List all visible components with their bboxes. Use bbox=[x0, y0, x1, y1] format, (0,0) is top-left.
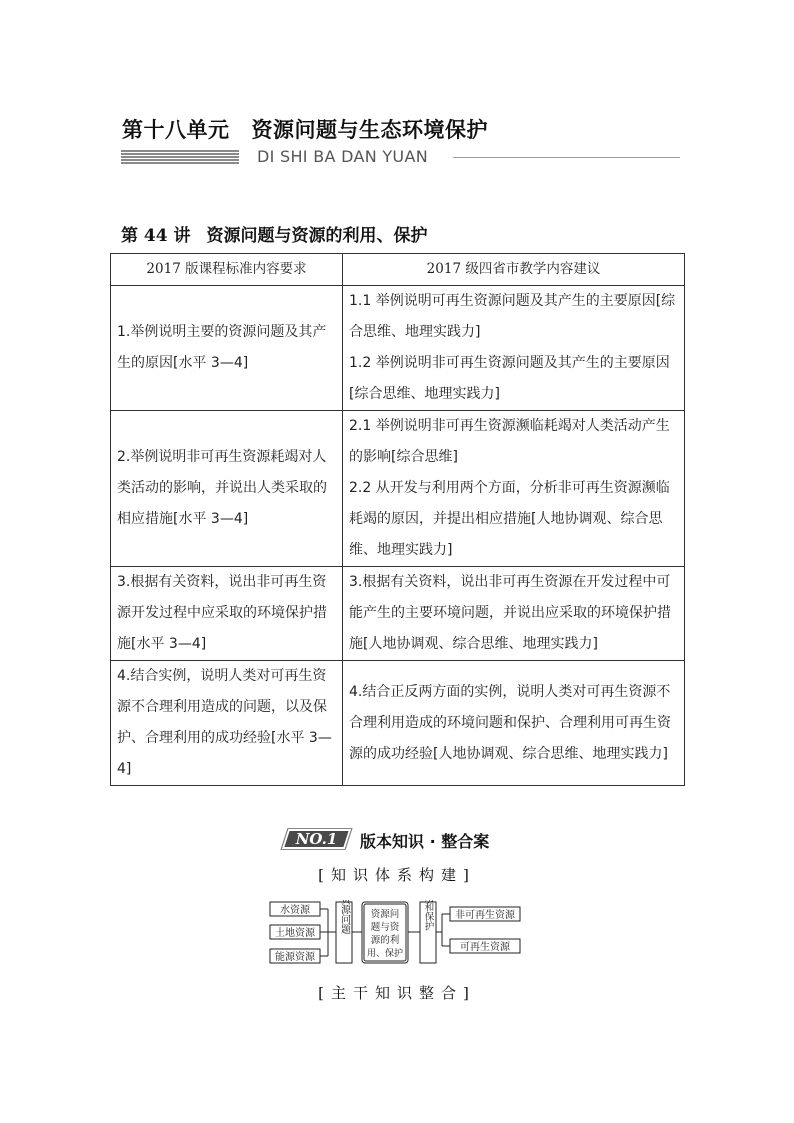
table-cell-standard bbox=[111, 411, 343, 567]
suggestion-text: 2.1 举例说明非可再生资源濒临耗竭对人类活动产生的影响[综合思维] bbox=[349, 418, 670, 465]
table-cell-standard bbox=[111, 661, 343, 786]
diagram-output-label: 可再生资源 bbox=[460, 942, 510, 953]
suggestion-text: 1.1 举例说明可再生资源问题及其产生的主要原因[综合思维、地理实践力] bbox=[349, 293, 676, 340]
suggestion-text: 2.2 从开发与利用两个方面，分析非可再生资源濒临耗竭的原因，并提出相应措施[人地协调观、综合思维、地理实践力] bbox=[349, 480, 670, 558]
lecture-name: 资源问题与资源的利用、保护 bbox=[206, 226, 428, 246]
lecture-number: 第 44 讲 bbox=[121, 226, 191, 246]
table-row bbox=[111, 661, 685, 786]
table-cell-suggestion bbox=[343, 567, 685, 661]
diagram-center-line: 源的利 bbox=[370, 935, 400, 946]
diagram-connector bbox=[320, 909, 336, 956]
table-cell-suggestion bbox=[343, 661, 685, 786]
unit-title bbox=[122, 114, 488, 144]
knowledge-diagram bbox=[268, 900, 524, 968]
section-title: 版本知识 · 整合案 bbox=[360, 832, 490, 851]
subheading-main-knowledge: [主干知识整合] bbox=[318, 984, 476, 1002]
subheading-knowledge-system: [知识体系构建] bbox=[318, 866, 476, 884]
section-badge bbox=[284, 828, 349, 850]
diagram-input-label: 能源资源 bbox=[275, 952, 315, 963]
diagram-problem-label: 资源问题 bbox=[338, 900, 350, 934]
table-row bbox=[111, 286, 685, 411]
table-header-cell: 2017 版课程标准内容要求 bbox=[111, 254, 343, 286]
diagram-action-label: 利用和保护 bbox=[422, 900, 434, 931]
unit-name: 资源问题与生态环境保护 bbox=[251, 117, 488, 142]
table-cell-standard bbox=[111, 286, 343, 411]
diagram-input-label: 水资源 bbox=[280, 905, 310, 916]
table-header-cell: 2017 级四省市教学内容建议 bbox=[343, 254, 685, 286]
diagram-connector bbox=[436, 914, 450, 946]
table-cell-suggestion bbox=[343, 286, 685, 411]
diagram-center-line: 资源问 bbox=[370, 909, 400, 920]
section-badge-label: NO.1 bbox=[295, 830, 338, 848]
diagram-output-label: 非可再生资源 bbox=[455, 910, 515, 921]
standard-text: 4.结合实例，说明人类对可再生资源不合理利用造成的问题，以及保护、合理利用的成功经验[水平 3—4] bbox=[117, 668, 332, 777]
suggestion-text: 3.根据有关资料，说出非可再生资源在开发过程中可能产生的主要环境问题，并说出应采取的环境保护措施[人地协调观、综合思维、地理实践力] bbox=[349, 574, 671, 652]
diagram-input-label: 土地资源 bbox=[275, 928, 315, 939]
unit-divider bbox=[453, 157, 680, 158]
diagram-center-line: 用、保护 bbox=[366, 949, 404, 959]
curriculum-table bbox=[110, 253, 685, 786]
suggestion-text: 1.2 举例说明非可再生资源问题及其产生的主要原因[综合思维、地理实践力] bbox=[349, 355, 670, 402]
unit-decor-bar bbox=[121, 150, 239, 164]
unit-pinyin: DI SHI BA DAN YUAN bbox=[257, 147, 428, 166]
standard-text: 3.根据有关资料，说出非可再生资源开发过程中应采取的环境保护措施[水平 3—4] bbox=[117, 574, 327, 652]
standard-text: 2.举例说明非可再生资源耗竭对人类活动的影响，并说出人类采取的相应措施[水平 3—4] bbox=[117, 449, 327, 527]
unit-number: 第十八单元 bbox=[122, 117, 230, 142]
table-cell-suggestion bbox=[343, 411, 685, 567]
diagram-center-line: 题与资 bbox=[370, 922, 400, 933]
standard-text: 1.举例说明主要的资源问题及其产生的原因[水平 3—4] bbox=[117, 324, 327, 371]
suggestion-text: 4.结合正反两方面的实例，说明人类对可再生资源不合理利用造成的环境问题和保护、合理利用可再生资源的成功经验[人地协调观、综合思维、地理实践力] bbox=[349, 683, 671, 762]
table-cell-standard bbox=[111, 567, 343, 661]
table-row bbox=[111, 567, 685, 661]
lecture-title bbox=[121, 221, 428, 246]
table-row bbox=[111, 411, 685, 567]
table-header-row bbox=[111, 254, 685, 286]
